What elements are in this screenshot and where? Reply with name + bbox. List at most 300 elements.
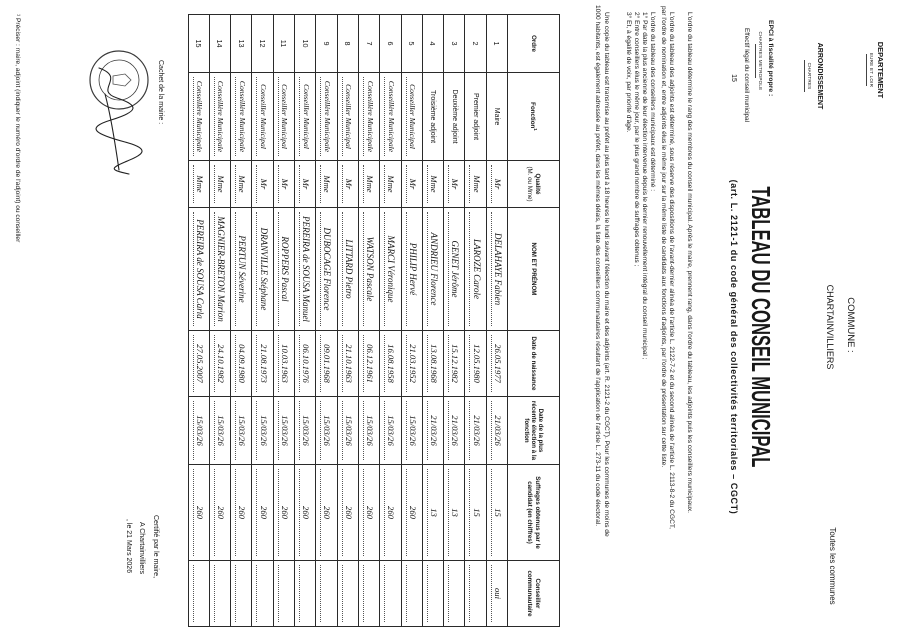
title-text: Mme: [471, 175, 482, 193]
dotted-fill-line: [256, 565, 257, 622]
votes-cell: [358, 465, 379, 561]
council-member-row: [273, 15, 294, 627]
order-number-cell: [315, 15, 336, 73]
title-cell: [294, 161, 315, 208]
order-number-text: 8: [343, 41, 353, 46]
birth-date-cell: [422, 331, 443, 397]
order-number-cell: [443, 15, 464, 73]
community-councillor-cell: [315, 561, 336, 627]
election-date-text: 15/03/26: [386, 415, 397, 446]
title-cell: [379, 161, 400, 208]
departement-value: EURE ET LOIR: [869, 52, 874, 88]
title-text: Mme: [194, 175, 205, 193]
birth-date-cell: [337, 331, 358, 397]
votes-text: 260: [343, 506, 354, 519]
birth-date-cell: [358, 331, 379, 397]
dotted-fill-line: [406, 565, 407, 622]
name-cell: [230, 208, 251, 331]
votes-cell: [209, 465, 230, 561]
council-member-row: [209, 15, 230, 627]
title-cell: [464, 161, 485, 208]
council-member-row: [401, 15, 422, 627]
election-date-text: 21/03/26: [450, 415, 461, 446]
election-date-text: 21/03/26: [492, 415, 503, 446]
dotted-fill-line: [193, 165, 194, 203]
dotted-fill-line: [214, 401, 215, 460]
intro-line: L'ordre du tableau détermine le rang des membres du conseil municipal. Après le maire, prennent rang, dans l'ordre du tableau, les adjoints puis les conseillers municipaux.: [686, 12, 693, 513]
epci-value: CHARTRES METROPOLE: [758, 31, 763, 91]
title-cell: [401, 161, 422, 208]
election-date-text: 21/03/26: [428, 415, 439, 446]
order-number-cell: [188, 15, 209, 73]
name-cell: [379, 208, 400, 331]
votes-cell: [294, 465, 315, 561]
birth-date-text: 21.03.1952: [407, 344, 418, 383]
name-cell: [401, 208, 422, 331]
council-member-row: [251, 15, 272, 627]
header-election: Date de la plus récente élection à la fonction: [507, 397, 559, 465]
function-cell: [464, 73, 485, 161]
birth-date-text: 21.08.1973: [258, 344, 269, 383]
dotted-fill-line: [469, 565, 470, 622]
footnote: ¹ Préciser : maire, adjoint (indiquer le numéro d'ordre de l'adjoint) ou conseiller: [14, 14, 21, 243]
dotted-fill-line: [342, 401, 343, 460]
election-date-cell: [337, 397, 358, 465]
election-date-text: 15/03/26: [216, 415, 226, 446]
council-member-row: [188, 15, 209, 627]
order-number-cell: [273, 15, 294, 73]
dotted-fill-line: [278, 401, 279, 460]
election-date-text: 15/03/26: [365, 415, 376, 446]
title-text: Mr: [301, 178, 312, 190]
election-date-cell: [422, 397, 443, 465]
dotted-fill-line: [278, 165, 279, 203]
dotted-fill-line: [384, 565, 385, 622]
order-number-text: 4: [428, 41, 438, 46]
votes-cell: [401, 465, 422, 561]
intro-line: 1° Par date la plus ancienne de leur élection intervenue depuis le dernier renouvellement intégral du conseil municipal ;: [641, 12, 648, 360]
order-number-cell: [422, 15, 443, 73]
name-cell: [209, 208, 230, 331]
function-printed-text: Maire: [493, 107, 501, 126]
birth-date-cell: [188, 331, 209, 397]
community-councillor-cell: [422, 561, 443, 627]
order-number-cell: [464, 15, 485, 73]
election-date-cell: [209, 397, 230, 465]
dotted-fill-line: [320, 77, 321, 156]
community-councillor-text: oui: [492, 588, 503, 599]
title-text: Mme: [386, 175, 397, 193]
dotted-fill-line: [342, 212, 343, 326]
dotted-fill-line: [278, 565, 279, 622]
dotted-fill-line: [427, 469, 428, 556]
order-number-cell: [358, 15, 379, 73]
dotted-fill-line: [256, 469, 257, 556]
dotted-fill-line: [427, 401, 428, 460]
dotted-fill-line: [491, 165, 492, 203]
name-text: MARCI Véronique: [386, 235, 397, 303]
dotted-fill-line: [342, 565, 343, 622]
election-date-text: 15/03/26: [279, 415, 290, 446]
community-councillor-cell: [337, 561, 358, 627]
function-written-text: Conseillère Municipale: [365, 80, 375, 153]
dotted-fill-line: [320, 401, 321, 460]
council-member-row: [422, 15, 443, 627]
commune-label: COMMUNE :: [845, 297, 856, 353]
name-text: PEREIRA de SOUSA Manuel: [301, 216, 312, 322]
dotted-fill-line: [193, 335, 194, 392]
dotted-fill-line: [448, 165, 449, 203]
dotted-fill-line: [256, 77, 257, 156]
election-date-cell: [486, 397, 507, 465]
dotted-fill-line: [342, 165, 343, 203]
election-date-cell: [230, 397, 251, 465]
title-text: Mr: [258, 178, 269, 190]
community-councillor-cell: [486, 561, 507, 627]
function-written-text: Conseillère Municipale: [386, 80, 396, 153]
dotted-fill-line: [299, 469, 300, 556]
arrondissement-rule: [804, 60, 805, 92]
election-date-cell: [401, 397, 422, 465]
table-header-row: [507, 15, 559, 627]
dotted-fill-line: [299, 165, 300, 203]
order-number-text: 15: [194, 39, 204, 48]
name-cell: [337, 208, 358, 331]
community-councillor-cell: [188, 561, 209, 627]
birth-date-cell: [379, 331, 400, 397]
arrondissement-value: CHARTRES: [807, 62, 812, 90]
title-text: Mr: [407, 178, 418, 190]
council-member-row: [294, 15, 315, 627]
name-cell: [358, 208, 379, 331]
name-text: ANDRIEU Florence: [428, 232, 439, 306]
dotted-fill-line: [406, 77, 407, 156]
votes-text: 15: [492, 508, 503, 517]
dotted-fill-line: [299, 335, 300, 392]
name-text: LAROZE Carole: [471, 239, 482, 299]
order-number-text: 11: [279, 39, 289, 48]
votes-cell: [230, 465, 251, 561]
title-cell: [273, 161, 294, 208]
certified-label: Certifié par le maire,: [152, 515, 159, 579]
commune-value: CHARTAINVILLIERS: [825, 284, 835, 370]
table-body: [188, 15, 507, 627]
order-number-text: 9: [321, 41, 331, 46]
dotted-fill-line: [363, 212, 364, 326]
birth-date-text: 10.03.1963: [279, 344, 290, 383]
birth-date-text: 27.05.2007: [194, 344, 205, 383]
dotted-fill-line: [342, 335, 343, 392]
function-written-text: Conseiller Municipal: [301, 84, 311, 149]
election-date-text: 15/03/26: [237, 415, 248, 446]
order-number-text: 3: [449, 41, 459, 46]
votes-cell: [379, 465, 400, 561]
dotted-fill-line: [320, 565, 321, 622]
dotted-fill-line: [384, 77, 385, 156]
page-subtitle: (art. L. 2121-1 du code général des collectivités territoriales – CGCT): [729, 179, 739, 515]
votes-cell: [422, 465, 443, 561]
dotted-fill-line: [235, 401, 236, 460]
birth-date-text: 26.05.1977: [492, 344, 503, 383]
election-date-text: 15/03/26: [343, 415, 354, 446]
dotted-fill-line: [214, 165, 215, 203]
transmission-line: Une copie du tableau est transmise au préfet au plus tard à 18 heures le lundi suivant l'élection du maire et des adjoints (art. R. 2121-2 du CGCT). Pour les communes de moins de: [603, 12, 610, 537]
community-councillor-cell: [230, 561, 251, 627]
order-number-text: 2: [471, 41, 481, 46]
votes-cell: [443, 465, 464, 561]
header-ordre: Ordre: [507, 15, 559, 73]
votes-text: 13: [450, 508, 461, 517]
name-text: PHILIP Hervé: [407, 242, 418, 296]
title-cell: [209, 161, 230, 208]
header-fonction: Fonction$^1$: [507, 73, 559, 161]
title-text: Mme: [216, 175, 226, 193]
dotted-fill-line: [235, 165, 236, 203]
birth-date-cell: [251, 331, 272, 397]
dotted-fill-line: [491, 565, 492, 622]
votes-cell: [251, 465, 272, 561]
birth-date-cell: [209, 331, 230, 397]
council-member-row: [315, 15, 336, 627]
council-member-row: [337, 15, 358, 627]
order-number-text: 1: [492, 41, 502, 46]
function-cell: [422, 73, 443, 161]
dotted-fill-line: [256, 165, 257, 203]
dotted-fill-line: [469, 165, 470, 203]
community-councillor-cell: [358, 561, 379, 627]
order-number-text: 13: [236, 39, 246, 48]
birth-date-text: 24.10.1982: [216, 344, 226, 383]
birth-date-text: 06.10.1976: [301, 344, 312, 383]
election-date-text: 15/03/26: [194, 415, 205, 446]
name-text: MAGNIER-BRETON Marion: [216, 216, 226, 322]
name-text: LITTARD Pietro: [343, 239, 354, 299]
birth-date-text: 16.08.1958: [386, 344, 397, 383]
name-text: WATSON Pascale: [365, 236, 376, 302]
votes-cell: [486, 465, 507, 561]
function-printed-text: Deuxième adjoint: [450, 89, 458, 144]
title-cell: [422, 161, 443, 208]
mairie-stamp: [83, 38, 155, 178]
title-text: Mr: [492, 178, 503, 190]
dotted-fill-line: [384, 165, 385, 203]
dotted-fill-line: [363, 165, 364, 203]
dotted-fill-line: [278, 469, 279, 556]
dotted-fill-line: [193, 565, 194, 622]
title-cell: [230, 161, 251, 208]
election-date-text: 15/03/26: [322, 415, 333, 446]
birth-date-text: 09.01.1968: [322, 344, 333, 383]
community-councillor-cell: [294, 561, 315, 627]
election-date-cell: [251, 397, 272, 465]
birth-date-text: 21.10.1963: [343, 344, 354, 383]
dotted-fill-line: [235, 212, 236, 326]
name-cell: [464, 208, 485, 331]
dotted-fill-line: [235, 335, 236, 392]
title-text: Mr: [450, 178, 461, 190]
votes-cell: [273, 465, 294, 561]
dotted-fill-line: [469, 401, 470, 460]
title-text: Mme: [428, 175, 439, 193]
dotted-fill-line: [214, 565, 215, 622]
function-cell: [273, 73, 294, 161]
header-suffrages: Suffrages obtenus par le candidat (en chiffres): [507, 465, 559, 561]
intro-line: L'ordre du tableau des adjoints est déterminé, sous réserve des dispositions de l'avant-dernier alinéa de l'article L. 2122-7-2 et du second alinéa de l'article L. 2113-8-2 du CGCT,: [668, 12, 675, 529]
order-number-cell: [294, 15, 315, 73]
election-date-cell: [358, 397, 379, 465]
dotted-fill-line: [406, 401, 407, 460]
votes-cell: [315, 465, 336, 561]
election-date-cell: [464, 397, 485, 465]
title-text: Mr: [343, 178, 354, 190]
order-number-cell: [486, 15, 507, 73]
birth-date-text: 15.12.1982: [450, 344, 461, 383]
scope-label: Toutes les communes: [828, 527, 837, 605]
function-cell: [358, 73, 379, 161]
function-written-text: Conseillère Municipale: [237, 80, 247, 153]
name-cell: [273, 208, 294, 331]
dotted-fill-line: [491, 335, 492, 392]
votes-text: 260: [322, 506, 333, 519]
departement-label: DEPARTEMENT: [876, 41, 885, 99]
order-number-cell: [401, 15, 422, 73]
community-councillor-cell: [443, 561, 464, 627]
birth-date-text: 04.09.1980: [237, 344, 248, 383]
dotted-fill-line: [427, 165, 428, 203]
title-cell: [188, 161, 209, 208]
function-cell: [294, 73, 315, 161]
dotted-fill-line: [256, 212, 257, 326]
title-text: Mme: [322, 175, 333, 193]
dotted-fill-line: [342, 77, 343, 156]
birth-date-text: 13.08.1968: [428, 344, 439, 383]
order-number-text: 7: [364, 41, 374, 46]
name-text: ROPPERS Pascal: [279, 236, 290, 302]
birth-date-cell: [294, 331, 315, 397]
dotted-fill-line: [299, 401, 300, 460]
election-date-cell: [443, 397, 464, 465]
dotted-fill-line: [448, 212, 449, 326]
dotted-fill-line: [363, 469, 364, 556]
function-cell: [251, 73, 272, 161]
stamp-label: Cachet de la mairie :: [157, 60, 164, 125]
name-text: DRANVILLE Stéphane: [258, 227, 269, 311]
birth-date-cell: [464, 331, 485, 397]
function-written-text: Conseiller Municipal: [259, 84, 269, 149]
dotted-fill-line: [384, 212, 385, 326]
votes-text: 13: [428, 508, 439, 517]
dotted-fill-line: [427, 565, 428, 622]
dotted-fill-line: [427, 335, 428, 392]
function-written-text: Conseillère Municipale: [195, 80, 205, 153]
community-councillor-cell: [464, 561, 485, 627]
stamp-emblem: [113, 74, 131, 86]
name-cell: [188, 208, 209, 331]
dotted-fill-line: [299, 565, 300, 622]
dotted-fill-line: [406, 335, 407, 392]
community-councillor-cell: [379, 561, 400, 627]
function-cell: [230, 73, 251, 161]
dotted-fill-line: [448, 401, 449, 460]
votes-text: 260: [386, 506, 397, 519]
certified-place: A Chartainvilliers: [138, 522, 145, 575]
name-cell: [486, 208, 507, 331]
community-councillor-cell: [209, 561, 230, 627]
dotted-fill-line: [235, 565, 236, 622]
order-number-text: 6: [385, 41, 395, 46]
dotted-fill-line: [384, 401, 385, 460]
order-number-cell: [379, 15, 400, 73]
election-date-cell: [273, 397, 294, 465]
function-cell: [337, 73, 358, 161]
departement-rule: [866, 54, 867, 86]
intro-line: L'ordre du tableau des conseillers municipaux est déterminé :: [649, 12, 656, 192]
function-written-text: Conseiller Municipal: [408, 84, 418, 149]
dotted-fill-line: [448, 335, 449, 392]
dotted-fill-line: [469, 335, 470, 392]
dotted-fill-line: [320, 212, 321, 326]
function-written-text: Conseiller Municipal: [280, 84, 290, 149]
title-cell: [315, 161, 336, 208]
title-cell: [358, 161, 379, 208]
order-number-cell: [230, 15, 251, 73]
function-printed-text: Troisième adjoint: [429, 89, 437, 144]
dotted-fill-line: [320, 469, 321, 556]
votes-text: 260: [365, 506, 376, 519]
effectif-label: Effectif légal du conseil municipal: [743, 28, 750, 123]
title-text: Mme: [237, 175, 248, 193]
community-councillor-cell: [401, 561, 422, 627]
dotted-fill-line: [193, 401, 194, 460]
order-number-text: 10: [300, 39, 310, 48]
dotted-fill-line: [427, 212, 428, 326]
council-table: [188, 14, 560, 627]
election-date-text: 15/03/26: [407, 415, 418, 446]
function-cell: [486, 73, 507, 161]
mayor-signature: [96, 68, 142, 174]
dotted-fill-line: [278, 77, 279, 156]
dotted-fill-line: [491, 401, 492, 460]
name-cell: [443, 208, 464, 331]
birth-date-text: 12.05.1980: [471, 344, 482, 383]
name-cell: [315, 208, 336, 331]
council-member-row: [486, 15, 507, 627]
title-text: Mme: [365, 175, 376, 193]
birth-date-cell: [273, 331, 294, 397]
birth-date-cell: [230, 331, 251, 397]
dotted-fill-line: [235, 469, 236, 556]
birth-date-cell: [401, 331, 422, 397]
dotted-fill-line: [278, 212, 279, 326]
dotted-fill-line: [363, 401, 364, 460]
votes-text: 260: [407, 506, 418, 519]
transmission-line: 1000 habitants, est également adressée au préfet, dans les mêmes délais, la liste des conseillers communautaires résultant de l'application de l'article L. 273-11 du code électoral.: [594, 5, 601, 527]
votes-text: 260: [279, 506, 290, 519]
header-naissance: Date de naissance: [507, 331, 559, 397]
dotted-fill-line: [363, 77, 364, 156]
dotted-fill-line: [448, 469, 449, 556]
title-cell: [251, 161, 272, 208]
dotted-fill-line: [278, 335, 279, 392]
title-cell: [443, 161, 464, 208]
community-councillor-cell: [273, 561, 294, 627]
votes-text: 260: [258, 506, 269, 519]
votes-cell: [464, 465, 485, 561]
order-number-text: 5: [407, 41, 417, 46]
election-date-text: 15/03/26: [301, 415, 312, 446]
function-cell: [315, 73, 336, 161]
birth-date-cell: [443, 331, 464, 397]
